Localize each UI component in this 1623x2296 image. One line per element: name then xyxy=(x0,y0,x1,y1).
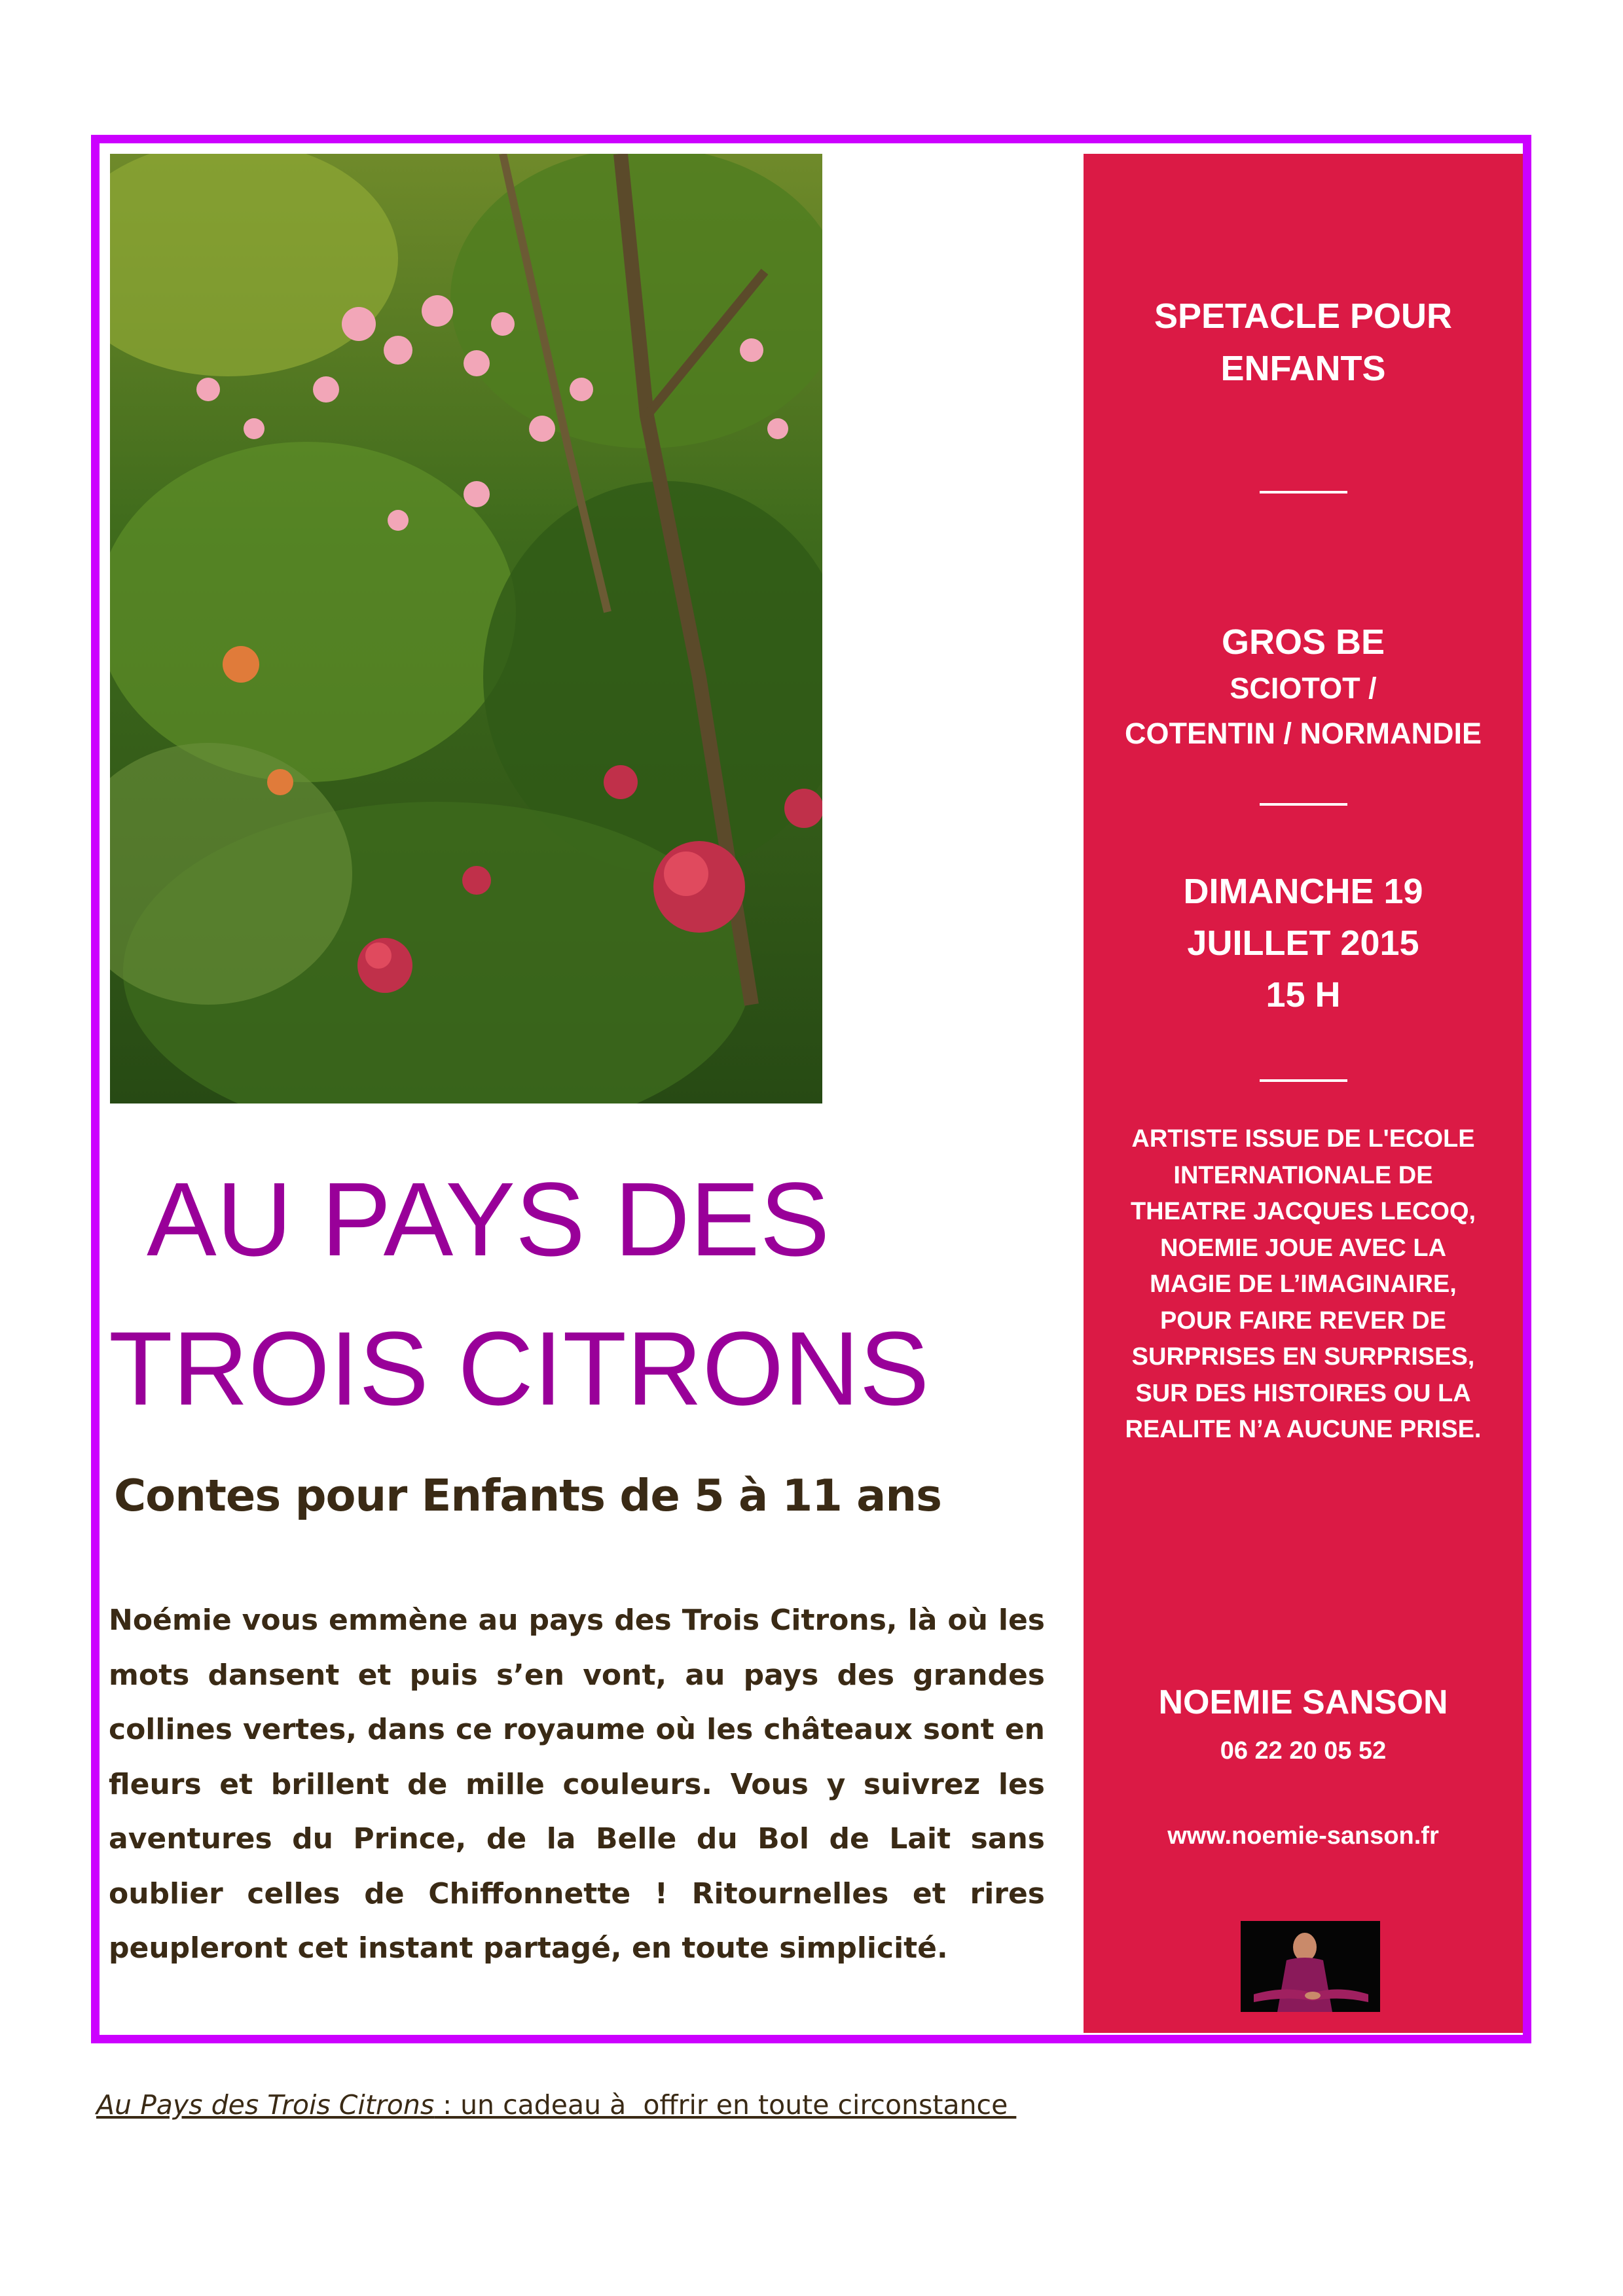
garden-photo xyxy=(110,154,822,1103)
bio-line: SUR DES HISTOIRES OU LA xyxy=(1135,1379,1471,1407)
event-type-heading xyxy=(1084,290,1523,395)
title-line-2: TROIS CITRONS xyxy=(109,1310,930,1427)
bio-line: MAGIE DE L’IMAGINAIRE, xyxy=(1150,1270,1457,1298)
heading-line: SPETACLE POUR xyxy=(1154,296,1453,336)
bio-line: SURPRISES EN SURPRISES, xyxy=(1131,1343,1475,1371)
venue-name: GROS BE xyxy=(1221,622,1385,662)
bio-line: INTERNATIONALE DE xyxy=(1173,1161,1433,1189)
date-line: DIMANCHE 19 xyxy=(1183,872,1423,911)
bio-line: NOEMIE JOUE AVEC LA xyxy=(1159,1234,1447,1262)
artist-portrait xyxy=(1241,1921,1380,2012)
footer-text: : un cadeau à offrir en toute circonstance xyxy=(434,2089,1017,2121)
divider xyxy=(1260,803,1347,806)
subtitle: Contes pour Enfants de 5 à 11 ans xyxy=(114,1470,941,1521)
region-line: SCIOTOT / xyxy=(1230,672,1377,705)
poster-frame xyxy=(91,135,1531,2043)
bio-line: ARTISTE ISSUE DE L'ECOLE xyxy=(1131,1125,1475,1153)
region-line: COTENTIN / NORMANDIE xyxy=(1125,717,1482,750)
date-line: JUILLET 2015 xyxy=(1187,924,1419,963)
show-title xyxy=(109,1145,1078,1443)
bio-line: REALITE N’A AUCUNE PRISE. xyxy=(1125,1416,1482,1443)
heading-line: ENFANTS xyxy=(1220,349,1386,388)
website-link[interactable]: www.noemie-sanson.fr xyxy=(1167,1822,1439,1850)
contact-phone[interactable]: 06 22 20 05 52 xyxy=(1220,1737,1387,1765)
footer-title: Au Pays des Trois Citrons xyxy=(96,2089,435,2121)
title-line-1: AU PAYS DES xyxy=(147,1160,830,1278)
time-line: 15 H xyxy=(1266,975,1341,1014)
description-paragraph: Noémie vous emmène au pays des Trois Citrons, là où les mots dansent et puis s’en vont, au pays des grandes collines vertes, dans ce royaume où les châteaux sont en fleurs et brillent de mille couleurs. Vous y suivrez les aventures du Prince, de la Belle du Bol de Lait sans oublier celles de Chiffonnette ! Ritournelles et rires peupleront cet instant partagé, en toute simplicité. xyxy=(109,1604,1045,1965)
footer-note xyxy=(96,2085,1144,2125)
venue-region xyxy=(1084,666,1523,756)
event-date xyxy=(1084,866,1523,1021)
contact-name: NOEMIE SANSON xyxy=(1158,1683,1448,1721)
divider xyxy=(1260,491,1347,493)
info-sidebar xyxy=(1084,154,1523,2033)
bio-line: THEATRE JACQUES LECOQ, xyxy=(1130,1198,1476,1225)
artist-bio xyxy=(1084,1121,1523,1448)
bio-line: POUR FAIRE REVER DE xyxy=(1159,1306,1447,1335)
divider xyxy=(1260,1079,1347,1082)
